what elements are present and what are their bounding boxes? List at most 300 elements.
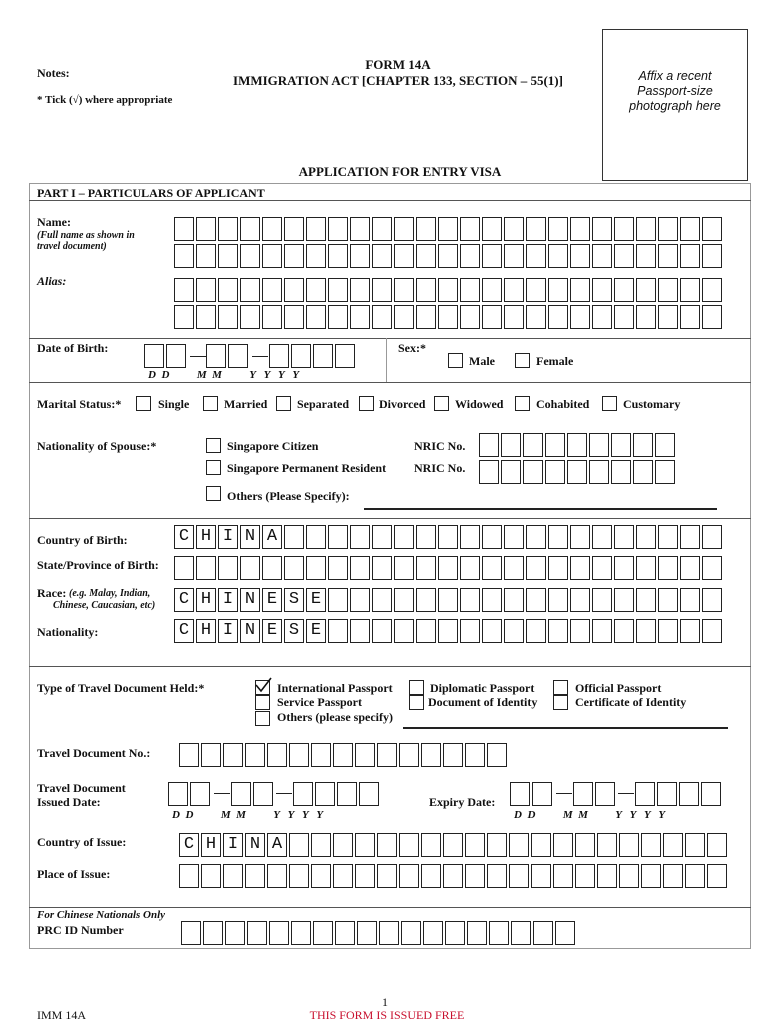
doc-certificate-checkbox[interactable] bbox=[553, 695, 568, 710]
coi-input-cell[interactable] bbox=[487, 833, 507, 857]
nationality-input[interactable] bbox=[174, 619, 724, 643]
issued-day-cell[interactable] bbox=[168, 782, 188, 806]
marital-married-checkbox[interactable] bbox=[203, 396, 218, 411]
alias-input-row-1-cell[interactable] bbox=[702, 278, 722, 302]
name-input-row-1-cell[interactable] bbox=[416, 217, 436, 241]
spouse-citizen-checkbox[interactable] bbox=[206, 438, 221, 453]
tdoc-no-input-cell[interactable] bbox=[201, 743, 221, 767]
name-input-row-2-cell[interactable] bbox=[438, 244, 458, 268]
coi-input-cell[interactable] bbox=[707, 833, 727, 857]
tdoc-no-input-cell[interactable] bbox=[399, 743, 419, 767]
nationality-input-cell[interactable] bbox=[702, 619, 722, 643]
issued-day-cell[interactable] bbox=[190, 782, 210, 806]
nric-input-1-cell[interactable] bbox=[545, 433, 565, 457]
nric-input-2-cell[interactable] bbox=[501, 460, 521, 484]
state-input-cell[interactable] bbox=[372, 556, 392, 580]
doc-others-checkbox[interactable] bbox=[255, 711, 270, 726]
poi-input-cell[interactable] bbox=[201, 864, 221, 888]
prc-input-cell[interactable] bbox=[203, 921, 223, 945]
cob-input-cell[interactable] bbox=[460, 525, 480, 549]
name-input-row-1-cell[interactable] bbox=[482, 217, 502, 241]
expiry-day[interactable] bbox=[510, 782, 554, 806]
nationality-input-cell[interactable] bbox=[570, 619, 590, 643]
coi-input-cell[interactable] bbox=[619, 833, 639, 857]
cob-input-cell[interactable] bbox=[438, 525, 458, 549]
race-input-cell[interactable]: H bbox=[196, 588, 216, 612]
race-input-cell[interactable] bbox=[592, 588, 612, 612]
prc-input-cell[interactable] bbox=[335, 921, 355, 945]
tdoc-no-input-cell[interactable] bbox=[245, 743, 265, 767]
alias-input-row-2-cell[interactable] bbox=[636, 305, 656, 329]
nationality-input-cell[interactable] bbox=[548, 619, 568, 643]
nationality-input-cell[interactable]: I bbox=[218, 619, 238, 643]
name-input-row-2-cell[interactable] bbox=[636, 244, 656, 268]
nationality-input-cell[interactable] bbox=[680, 619, 700, 643]
race-input-cell[interactable]: N bbox=[240, 588, 260, 612]
alias-input-row-1-cell[interactable] bbox=[394, 278, 414, 302]
poi-input-cell[interactable] bbox=[443, 864, 463, 888]
male-checkbox[interactable] bbox=[448, 353, 463, 368]
cob-input-cell[interactable] bbox=[416, 525, 436, 549]
alias-input-row-1-cell[interactable] bbox=[196, 278, 216, 302]
name-input-row-2-cell[interactable] bbox=[372, 244, 392, 268]
alias-input-row-1-cell[interactable] bbox=[460, 278, 480, 302]
race-input-cell[interactable]: S bbox=[284, 588, 304, 612]
alias-input-row-1-cell[interactable] bbox=[328, 278, 348, 302]
name-input-row-1-cell[interactable] bbox=[218, 217, 238, 241]
name-input-row-1[interactable] bbox=[174, 217, 724, 241]
issued-year-cell[interactable] bbox=[337, 782, 357, 806]
coi-input-cell[interactable] bbox=[663, 833, 683, 857]
cob-input-cell[interactable] bbox=[636, 525, 656, 549]
alias-input-row-2-cell[interactable] bbox=[614, 305, 634, 329]
alias-input-row-2-cell[interactable] bbox=[306, 305, 326, 329]
name-input-row-1-cell[interactable] bbox=[284, 217, 304, 241]
poi-input-cell[interactable] bbox=[223, 864, 243, 888]
alias-input-row-2-cell[interactable] bbox=[548, 305, 568, 329]
expiry-year-cell[interactable] bbox=[657, 782, 677, 806]
alias-input-row-1-cell[interactable] bbox=[240, 278, 260, 302]
name-input-row-1-cell[interactable] bbox=[614, 217, 634, 241]
alias-input-row-2-cell[interactable] bbox=[416, 305, 436, 329]
name-input-row-2-cell[interactable] bbox=[504, 244, 524, 268]
cob-input-cell[interactable] bbox=[350, 525, 370, 549]
name-input-row-2-cell[interactable] bbox=[306, 244, 326, 268]
alias-input-row-2-cell[interactable] bbox=[372, 305, 392, 329]
poi-input-cell[interactable] bbox=[575, 864, 595, 888]
prc-input-cell[interactable] bbox=[467, 921, 487, 945]
alias-input-row-2-cell[interactable] bbox=[504, 305, 524, 329]
nric-input-2-cell[interactable] bbox=[545, 460, 565, 484]
alias-input-row-1-cell[interactable] bbox=[526, 278, 546, 302]
alias-input-row-1-cell[interactable] bbox=[680, 278, 700, 302]
cob-input-cell[interactable] bbox=[394, 525, 414, 549]
name-input-row-1-cell[interactable] bbox=[680, 217, 700, 241]
nric-input-2[interactable] bbox=[479, 460, 677, 484]
dob-year[interactable] bbox=[269, 344, 357, 368]
nationality-input-cell[interactable]: H bbox=[196, 619, 216, 643]
race-input[interactable] bbox=[174, 588, 724, 612]
spouse-other-underline[interactable] bbox=[364, 508, 717, 510]
coi-input-cell[interactable] bbox=[465, 833, 485, 857]
alias-input-row-2-cell[interactable] bbox=[218, 305, 238, 329]
poi-input-cell[interactable] bbox=[333, 864, 353, 888]
expiry-year-cell[interactable] bbox=[701, 782, 721, 806]
race-input-cell[interactable]: I bbox=[218, 588, 238, 612]
prc-input-cell[interactable] bbox=[555, 921, 575, 945]
prc-input-cell[interactable] bbox=[445, 921, 465, 945]
race-input-cell[interactable] bbox=[614, 588, 634, 612]
nric-input-2-cell[interactable] bbox=[633, 460, 653, 484]
nric-input-1-cell[interactable] bbox=[501, 433, 521, 457]
prc-input-cell[interactable] bbox=[379, 921, 399, 945]
doc-service-checkbox[interactable] bbox=[255, 695, 270, 710]
poi-input-cell[interactable] bbox=[641, 864, 661, 888]
state-input-cell[interactable] bbox=[526, 556, 546, 580]
state-input-cell[interactable] bbox=[394, 556, 414, 580]
name-input-row-1-cell[interactable] bbox=[438, 217, 458, 241]
coi-input-cell[interactable] bbox=[553, 833, 573, 857]
poi-input-cell[interactable] bbox=[267, 864, 287, 888]
poi-input-cell[interactable] bbox=[311, 864, 331, 888]
race-input-cell[interactable] bbox=[482, 588, 502, 612]
state-input-cell[interactable] bbox=[438, 556, 458, 580]
nric-input-2-cell[interactable] bbox=[611, 460, 631, 484]
nationality-input-cell[interactable]: E bbox=[262, 619, 282, 643]
poi-input-cell[interactable] bbox=[553, 864, 573, 888]
name-input-row-1-cell[interactable] bbox=[658, 217, 678, 241]
nationality-input-cell[interactable] bbox=[658, 619, 678, 643]
alias-input-row-1-cell[interactable] bbox=[350, 278, 370, 302]
prc-input-cell[interactable] bbox=[247, 921, 267, 945]
alias-input-row-1-cell[interactable] bbox=[570, 278, 590, 302]
state-input-cell[interactable] bbox=[614, 556, 634, 580]
nationality-input-cell[interactable]: N bbox=[240, 619, 260, 643]
name-input-row-2-cell[interactable] bbox=[658, 244, 678, 268]
coi-input-cell[interactable]: H bbox=[201, 833, 221, 857]
nric-input-1-cell[interactable] bbox=[633, 433, 653, 457]
poi-input-cell[interactable] bbox=[179, 864, 199, 888]
poi-input-cell[interactable] bbox=[663, 864, 683, 888]
poi-input-cell[interactable] bbox=[465, 864, 485, 888]
name-input-row-1-cell[interactable] bbox=[196, 217, 216, 241]
alias-input-row-1-cell[interactable] bbox=[306, 278, 326, 302]
doc-others-underline[interactable] bbox=[403, 727, 728, 729]
name-input-row-2-cell[interactable] bbox=[350, 244, 370, 268]
nric-input-1-cell[interactable] bbox=[479, 433, 499, 457]
cob-input-cell[interactable]: I bbox=[218, 525, 238, 549]
poi-input-cell[interactable] bbox=[509, 864, 529, 888]
name-input-row-1-cell[interactable] bbox=[240, 217, 260, 241]
tdoc-no-input-cell[interactable] bbox=[421, 743, 441, 767]
name-input-row-2-cell[interactable] bbox=[328, 244, 348, 268]
coi-input-cell[interactable] bbox=[377, 833, 397, 857]
tdoc-no-input-cell[interactable] bbox=[377, 743, 397, 767]
tdoc-no-input-cell[interactable] bbox=[487, 743, 507, 767]
alias-input-row-2-cell[interactable] bbox=[658, 305, 678, 329]
race-input-cell[interactable] bbox=[460, 588, 480, 612]
poi-input-cell[interactable] bbox=[289, 864, 309, 888]
cob-input-cell[interactable]: C bbox=[174, 525, 194, 549]
coi-input-cell[interactable] bbox=[575, 833, 595, 857]
coi-input-cell[interactable] bbox=[421, 833, 441, 857]
cob-input-cell[interactable] bbox=[614, 525, 634, 549]
alias-input-row-2-cell[interactable] bbox=[570, 305, 590, 329]
name-input-row-2-cell[interactable] bbox=[482, 244, 502, 268]
expiry-month-cell[interactable] bbox=[595, 782, 615, 806]
issued-year-cell[interactable] bbox=[315, 782, 335, 806]
cob-input-cell[interactable] bbox=[504, 525, 524, 549]
name-input-row-1-cell[interactable] bbox=[702, 217, 722, 241]
alias-input-row-1-cell[interactable] bbox=[174, 278, 194, 302]
coi-input-cell[interactable] bbox=[685, 833, 705, 857]
nric-input-1-cell[interactable] bbox=[589, 433, 609, 457]
coi-input-cell[interactable]: A bbox=[267, 833, 287, 857]
female-checkbox[interactable] bbox=[515, 353, 530, 368]
nric-input-1[interactable] bbox=[479, 433, 677, 457]
race-input-cell[interactable] bbox=[702, 588, 722, 612]
nationality-input-cell[interactable] bbox=[416, 619, 436, 643]
poi-input-cell[interactable] bbox=[355, 864, 375, 888]
alias-input-row-1-cell[interactable] bbox=[482, 278, 502, 302]
alias-input-row-2-cell[interactable] bbox=[196, 305, 216, 329]
doc-official-checkbox[interactable] bbox=[553, 680, 568, 695]
coi-input-cell[interactable]: N bbox=[245, 833, 265, 857]
race-input-cell[interactable] bbox=[372, 588, 392, 612]
cob-input[interactable] bbox=[174, 525, 724, 549]
name-input-row-1-cell[interactable] bbox=[350, 217, 370, 241]
nationality-input-cell[interactable] bbox=[372, 619, 392, 643]
alias-input-row-2-cell[interactable] bbox=[438, 305, 458, 329]
name-input-row-1-cell[interactable] bbox=[526, 217, 546, 241]
prc-input[interactable] bbox=[181, 921, 577, 945]
nric-input-2-cell[interactable] bbox=[479, 460, 499, 484]
prc-input-cell[interactable] bbox=[225, 921, 245, 945]
race-input-cell[interactable] bbox=[328, 588, 348, 612]
alias-input-row-2-cell[interactable] bbox=[702, 305, 722, 329]
cob-input-cell[interactable]: N bbox=[240, 525, 260, 549]
race-input-cell[interactable] bbox=[438, 588, 458, 612]
nric-input-1-cell[interactable] bbox=[567, 433, 587, 457]
alias-input-row-1[interactable] bbox=[174, 278, 724, 302]
state-input-cell[interactable] bbox=[658, 556, 678, 580]
expiry-year-cell[interactable] bbox=[635, 782, 655, 806]
name-input-row-2-cell[interactable] bbox=[548, 244, 568, 268]
coi-input-cell[interactable] bbox=[531, 833, 551, 857]
name-input-row-1-cell[interactable] bbox=[372, 217, 392, 241]
name-input-row-1-cell[interactable] bbox=[174, 217, 194, 241]
state-input-cell[interactable] bbox=[636, 556, 656, 580]
nric-input-1-cell[interactable] bbox=[655, 433, 675, 457]
nationality-input-cell[interactable] bbox=[328, 619, 348, 643]
nationality-input-cell[interactable]: C bbox=[174, 619, 194, 643]
alias-input-row-1-cell[interactable] bbox=[592, 278, 612, 302]
poi-input-cell[interactable] bbox=[597, 864, 617, 888]
prc-input-cell[interactable] bbox=[401, 921, 421, 945]
tdoc-no-input-cell[interactable] bbox=[267, 743, 287, 767]
race-input-cell[interactable] bbox=[526, 588, 546, 612]
dob-month-cell[interactable] bbox=[228, 344, 248, 368]
expiry-day-cell[interactable] bbox=[510, 782, 530, 806]
alias-input-row-1-cell[interactable] bbox=[372, 278, 392, 302]
race-input-cell[interactable] bbox=[658, 588, 678, 612]
alias-input-row-2-cell[interactable] bbox=[526, 305, 546, 329]
dob-day-cell[interactable] bbox=[166, 344, 186, 368]
name-input-row-2-cell[interactable] bbox=[526, 244, 546, 268]
coi-input[interactable] bbox=[179, 833, 729, 857]
coi-input-cell[interactable] bbox=[311, 833, 331, 857]
cob-input-cell[interactable] bbox=[658, 525, 678, 549]
name-input-row-2-cell[interactable] bbox=[174, 244, 194, 268]
name-input-row-2-cell[interactable] bbox=[196, 244, 216, 268]
dob-month-cell[interactable] bbox=[206, 344, 226, 368]
nationality-input-cell[interactable] bbox=[504, 619, 524, 643]
issued-month-cell[interactable] bbox=[253, 782, 273, 806]
marital-widowed-checkbox[interactable] bbox=[434, 396, 449, 411]
coi-input-cell[interactable] bbox=[597, 833, 617, 857]
state-input-cell[interactable] bbox=[174, 556, 194, 580]
name-input-row-1-cell[interactable] bbox=[262, 217, 282, 241]
state-input-cell[interactable] bbox=[592, 556, 612, 580]
cob-input-cell[interactable] bbox=[680, 525, 700, 549]
name-input-row-1-cell[interactable] bbox=[306, 217, 326, 241]
nationality-input-cell[interactable] bbox=[636, 619, 656, 643]
tdoc-no-input-cell[interactable] bbox=[289, 743, 309, 767]
nric-input-2-cell[interactable] bbox=[523, 460, 543, 484]
tdoc-no-input-cell[interactable] bbox=[355, 743, 375, 767]
issued-year-cell[interactable] bbox=[359, 782, 379, 806]
state-input-cell[interactable] bbox=[460, 556, 480, 580]
dob-year-cell[interactable] bbox=[335, 344, 355, 368]
state-input-cell[interactable] bbox=[504, 556, 524, 580]
prc-input-cell[interactable] bbox=[269, 921, 289, 945]
state-input-cell[interactable] bbox=[262, 556, 282, 580]
doc-diplomatic-checkbox[interactable] bbox=[409, 680, 424, 695]
issued-year[interactable] bbox=[293, 782, 381, 806]
state-input-cell[interactable] bbox=[570, 556, 590, 580]
alias-input-row-2-cell[interactable] bbox=[680, 305, 700, 329]
race-input-cell[interactable] bbox=[680, 588, 700, 612]
tdoc-no-input-cell[interactable] bbox=[179, 743, 199, 767]
name-input-row-2-cell[interactable] bbox=[614, 244, 634, 268]
alias-input-row-2-cell[interactable] bbox=[240, 305, 260, 329]
poi-input-cell[interactable] bbox=[531, 864, 551, 888]
name-input-row-1-cell[interactable] bbox=[504, 217, 524, 241]
cob-input-cell[interactable] bbox=[702, 525, 722, 549]
alias-input-row-2-cell[interactable] bbox=[328, 305, 348, 329]
name-input-row-1-cell[interactable] bbox=[570, 217, 590, 241]
coi-input-cell[interactable] bbox=[355, 833, 375, 857]
state-input-cell[interactable] bbox=[702, 556, 722, 580]
name-input-row-2-cell[interactable] bbox=[394, 244, 414, 268]
poi-input-cell[interactable] bbox=[399, 864, 419, 888]
dob-month[interactable] bbox=[206, 344, 250, 368]
poi-input-cell[interactable] bbox=[685, 864, 705, 888]
race-input-cell[interactable] bbox=[570, 588, 590, 612]
name-input-row-1-cell[interactable] bbox=[460, 217, 480, 241]
dob-year-cell[interactable] bbox=[313, 344, 333, 368]
alias-input-row-2-cell[interactable] bbox=[174, 305, 194, 329]
doc-identity-checkbox[interactable] bbox=[409, 695, 424, 710]
name-input-row-2-cell[interactable] bbox=[570, 244, 590, 268]
photo-box[interactable] bbox=[602, 29, 748, 181]
nationality-input-cell[interactable] bbox=[460, 619, 480, 643]
poi-input-cell[interactable] bbox=[245, 864, 265, 888]
prc-input-cell[interactable] bbox=[291, 921, 311, 945]
cob-input-cell[interactable] bbox=[328, 525, 348, 549]
nric-input-2-cell[interactable] bbox=[589, 460, 609, 484]
name-input-row-2-cell[interactable] bbox=[262, 244, 282, 268]
name-input-row-2-cell[interactable] bbox=[218, 244, 238, 268]
prc-input-cell[interactable] bbox=[423, 921, 443, 945]
nationality-input-cell[interactable] bbox=[482, 619, 502, 643]
tdoc-no-input[interactable] bbox=[179, 743, 509, 767]
state-input-cell[interactable] bbox=[218, 556, 238, 580]
state-input-cell[interactable] bbox=[548, 556, 568, 580]
race-input-cell[interactable]: E bbox=[306, 588, 326, 612]
alias-input-row-1-cell[interactable] bbox=[262, 278, 282, 302]
prc-input-cell[interactable] bbox=[511, 921, 531, 945]
race-input-cell[interactable]: E bbox=[262, 588, 282, 612]
cob-input-cell[interactable]: A bbox=[262, 525, 282, 549]
marital-single-checkbox[interactable] bbox=[136, 396, 151, 411]
name-input-row-1-cell[interactable] bbox=[328, 217, 348, 241]
poi-input[interactable] bbox=[179, 864, 729, 888]
alias-input-row-1-cell[interactable] bbox=[218, 278, 238, 302]
coi-input-cell[interactable] bbox=[443, 833, 463, 857]
spouse-pr-checkbox[interactable] bbox=[206, 460, 221, 475]
prc-input-cell[interactable] bbox=[181, 921, 201, 945]
race-input-cell[interactable] bbox=[504, 588, 524, 612]
tdoc-no-input-cell[interactable] bbox=[465, 743, 485, 767]
cob-input-cell[interactable] bbox=[592, 525, 612, 549]
name-input-row-2-cell[interactable] bbox=[284, 244, 304, 268]
poi-input-cell[interactable] bbox=[487, 864, 507, 888]
name-input-row-2-cell[interactable] bbox=[240, 244, 260, 268]
alias-input-row-2-cell[interactable] bbox=[284, 305, 304, 329]
coi-input-cell[interactable] bbox=[333, 833, 353, 857]
alias-input-row-1-cell[interactable] bbox=[614, 278, 634, 302]
state-input-cell[interactable] bbox=[306, 556, 326, 580]
state-input-cell[interactable] bbox=[240, 556, 260, 580]
issued-year-cell[interactable] bbox=[293, 782, 313, 806]
nationality-input-cell[interactable] bbox=[350, 619, 370, 643]
cob-input-cell[interactable]: H bbox=[196, 525, 216, 549]
name-input-row-2-cell[interactable] bbox=[592, 244, 612, 268]
marital-cohabited-checkbox[interactable] bbox=[515, 396, 530, 411]
dob-day-cell[interactable] bbox=[144, 344, 164, 368]
poi-input-cell[interactable] bbox=[619, 864, 639, 888]
expiry-month-cell[interactable] bbox=[573, 782, 593, 806]
alias-input-row-1-cell[interactable] bbox=[416, 278, 436, 302]
name-input-row-2-cell[interactable] bbox=[702, 244, 722, 268]
poi-input-cell[interactable] bbox=[377, 864, 397, 888]
name-input-row-2[interactable] bbox=[174, 244, 724, 268]
alias-input-row-2[interactable] bbox=[174, 305, 724, 329]
tdoc-no-input-cell[interactable] bbox=[443, 743, 463, 767]
alias-input-row-1-cell[interactable] bbox=[636, 278, 656, 302]
alias-input-row-1-cell[interactable] bbox=[548, 278, 568, 302]
coi-input-cell[interactable] bbox=[289, 833, 309, 857]
spouse-other-checkbox[interactable] bbox=[206, 486, 221, 501]
issued-month[interactable] bbox=[231, 782, 275, 806]
issued-day[interactable] bbox=[168, 782, 212, 806]
name-input-row-1-cell[interactable] bbox=[636, 217, 656, 241]
poi-input-cell[interactable] bbox=[707, 864, 727, 888]
alias-input-row-2-cell[interactable] bbox=[592, 305, 612, 329]
alias-input-row-2-cell[interactable] bbox=[460, 305, 480, 329]
state-input[interactable] bbox=[174, 556, 724, 580]
